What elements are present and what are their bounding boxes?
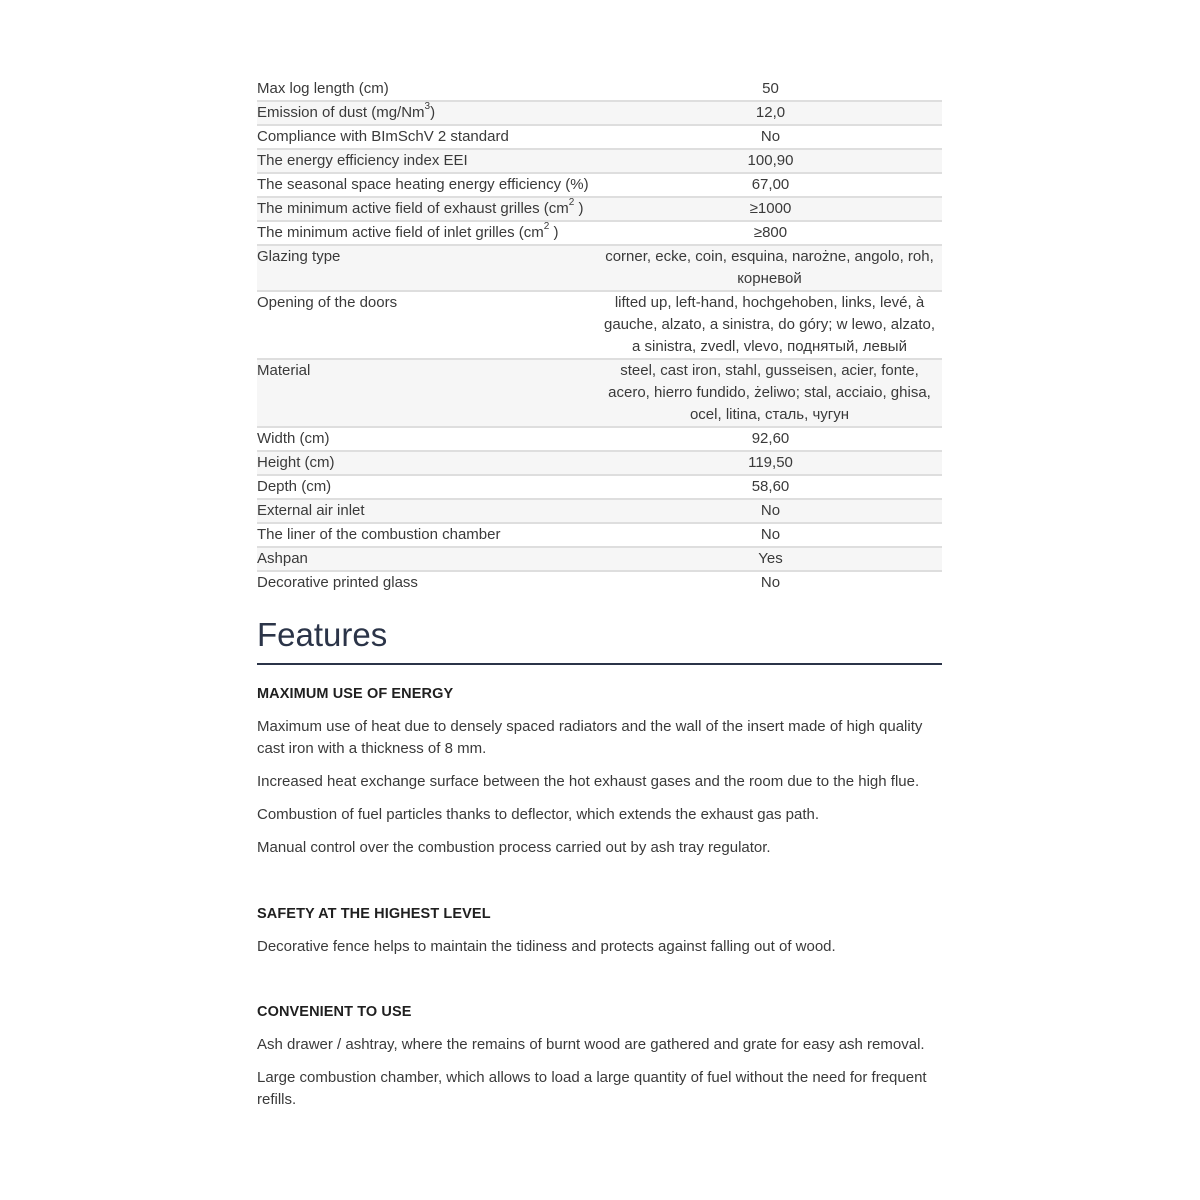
spec-row <box>257 475 942 499</box>
spec-value: No <box>760 526 781 543</box>
spec-label: Ashpan <box>257 550 308 567</box>
feature-paragraph: Large combustion chamber, which allows to load a large quantity of fuel without the need for frequent refills. <box>257 1069 927 1108</box>
spec-row <box>257 149 942 173</box>
spec-label: Glazing type <box>257 248 341 265</box>
spec-label: Depth (cm) <box>257 478 332 495</box>
feature-paragraph: Maximum use of heat due to densely spaced radiators and the wall of the insert made of high quality cast iron with a thickness of 8 mm. <box>257 718 923 757</box>
spec-value: No <box>760 574 781 591</box>
spec-label: Decorative printed glass <box>257 574 418 591</box>
spec-row <box>257 78 942 101</box>
spec-label: Width (cm) <box>257 430 330 447</box>
spec-row <box>257 221 942 245</box>
spec-value: 119,50 <box>748 454 793 471</box>
spec-label: The minimum active field of inlet grilles ($cm^2$ ) <box>257 221 559 241</box>
section-heading: MAXIMUM USE OF ENERGY <box>257 686 454 702</box>
spec-row <box>257 451 942 475</box>
spec-row <box>257 523 942 547</box>
section-heading: SAFETY AT THE HIGHEST LEVEL <box>257 906 491 922</box>
features-title: Features <box>257 615 942 665</box>
spec-value: 67,00 <box>751 176 790 193</box>
spec-value: 50 <box>762 80 779 97</box>
feature-section-energy <box>257 684 942 859</box>
spec-label: Material <box>257 362 311 379</box>
spec-label: External air inlet <box>257 502 365 519</box>
feature-paragraph: Decorative fence helps to maintain the tidiness and protects against falling out of wood. <box>257 938 836 955</box>
spec-table <box>257 78 942 594</box>
spec-label: The energy efficiency index EEI <box>257 152 468 169</box>
spec-row <box>257 245 942 291</box>
spec-value: corner, ecke, coin, esquina, narożne, angolo, roh, корневой <box>605 248 934 287</box>
spec-label: The minimum active field of exhaust grilles ($cm^2$ ) <box>257 197 584 217</box>
feature-paragraph: Ash drawer / ashtray, where the remains of burnt wood are gathered and grate for easy ash removal. <box>257 1036 925 1053</box>
spec-row <box>257 291 942 359</box>
section-heading: CONVENIENT TO USE <box>257 1004 412 1020</box>
spec-label: Opening of the doors <box>257 294 398 311</box>
spec-row <box>257 125 942 149</box>
spec-row <box>257 173 942 197</box>
spec-value: Yes <box>758 550 783 567</box>
spec-row <box>257 499 942 523</box>
feature-section-convenience <box>257 1002 942 1111</box>
spec-value: 58,60 <box>751 478 790 495</box>
feature-section-safety <box>257 904 942 958</box>
spec-value: 92,60 <box>751 430 790 447</box>
spec-value: ≥800 <box>753 224 788 241</box>
feature-paragraph: Increased heat exchange surface between the hot exhaust gases and the room due to the high flue. <box>257 773 920 790</box>
spec-value: No <box>760 128 781 145</box>
spec-label: Height (cm) <box>257 454 335 471</box>
spec-label: Max log length (cm) <box>257 80 389 97</box>
feature-paragraph: Combustion of fuel particles thanks to deflector, which extends the exhaust gas path. <box>257 806 819 823</box>
product-spec-page <box>257 78 942 1111</box>
spec-label: The seasonal space heating energy efficiency (%) <box>257 176 589 193</box>
spec-row <box>257 427 942 451</box>
spec-value: steel, cast iron, stahl, gusseisen, acier, fonte, acero, hierro fundido, żeliwo; stal, acciaio, ghisa, ocel, litina, сталь, чугун <box>608 362 931 423</box>
spec-value: 100,90 <box>747 152 794 169</box>
spec-row <box>257 571 942 594</box>
spec-row <box>257 197 942 221</box>
spec-label: Emission of dust (mg/Nm$^3$) <box>257 101 436 121</box>
feature-paragraph: Manual control over the combustion process carried out by ash tray regulator. <box>257 839 771 856</box>
spec-value: 12,0 <box>755 104 786 121</box>
spec-row <box>257 547 942 571</box>
spec-label: The liner of the combustion chamber <box>257 526 501 543</box>
spec-value: No <box>760 502 781 519</box>
spec-row <box>257 359 942 427</box>
spec-label: Compliance with BImSchV 2 standard <box>257 128 509 145</box>
spec-row <box>257 101 942 125</box>
spec-value: ≥1000 <box>749 200 792 217</box>
spec-value: lifted up, left-hand, hochgehoben, links, levé, à gauche, alzato, a sinistra, do góry; w lewo, alzato, a sinistra, zvedl, vlevo, поднятый, левый <box>603 294 935 355</box>
